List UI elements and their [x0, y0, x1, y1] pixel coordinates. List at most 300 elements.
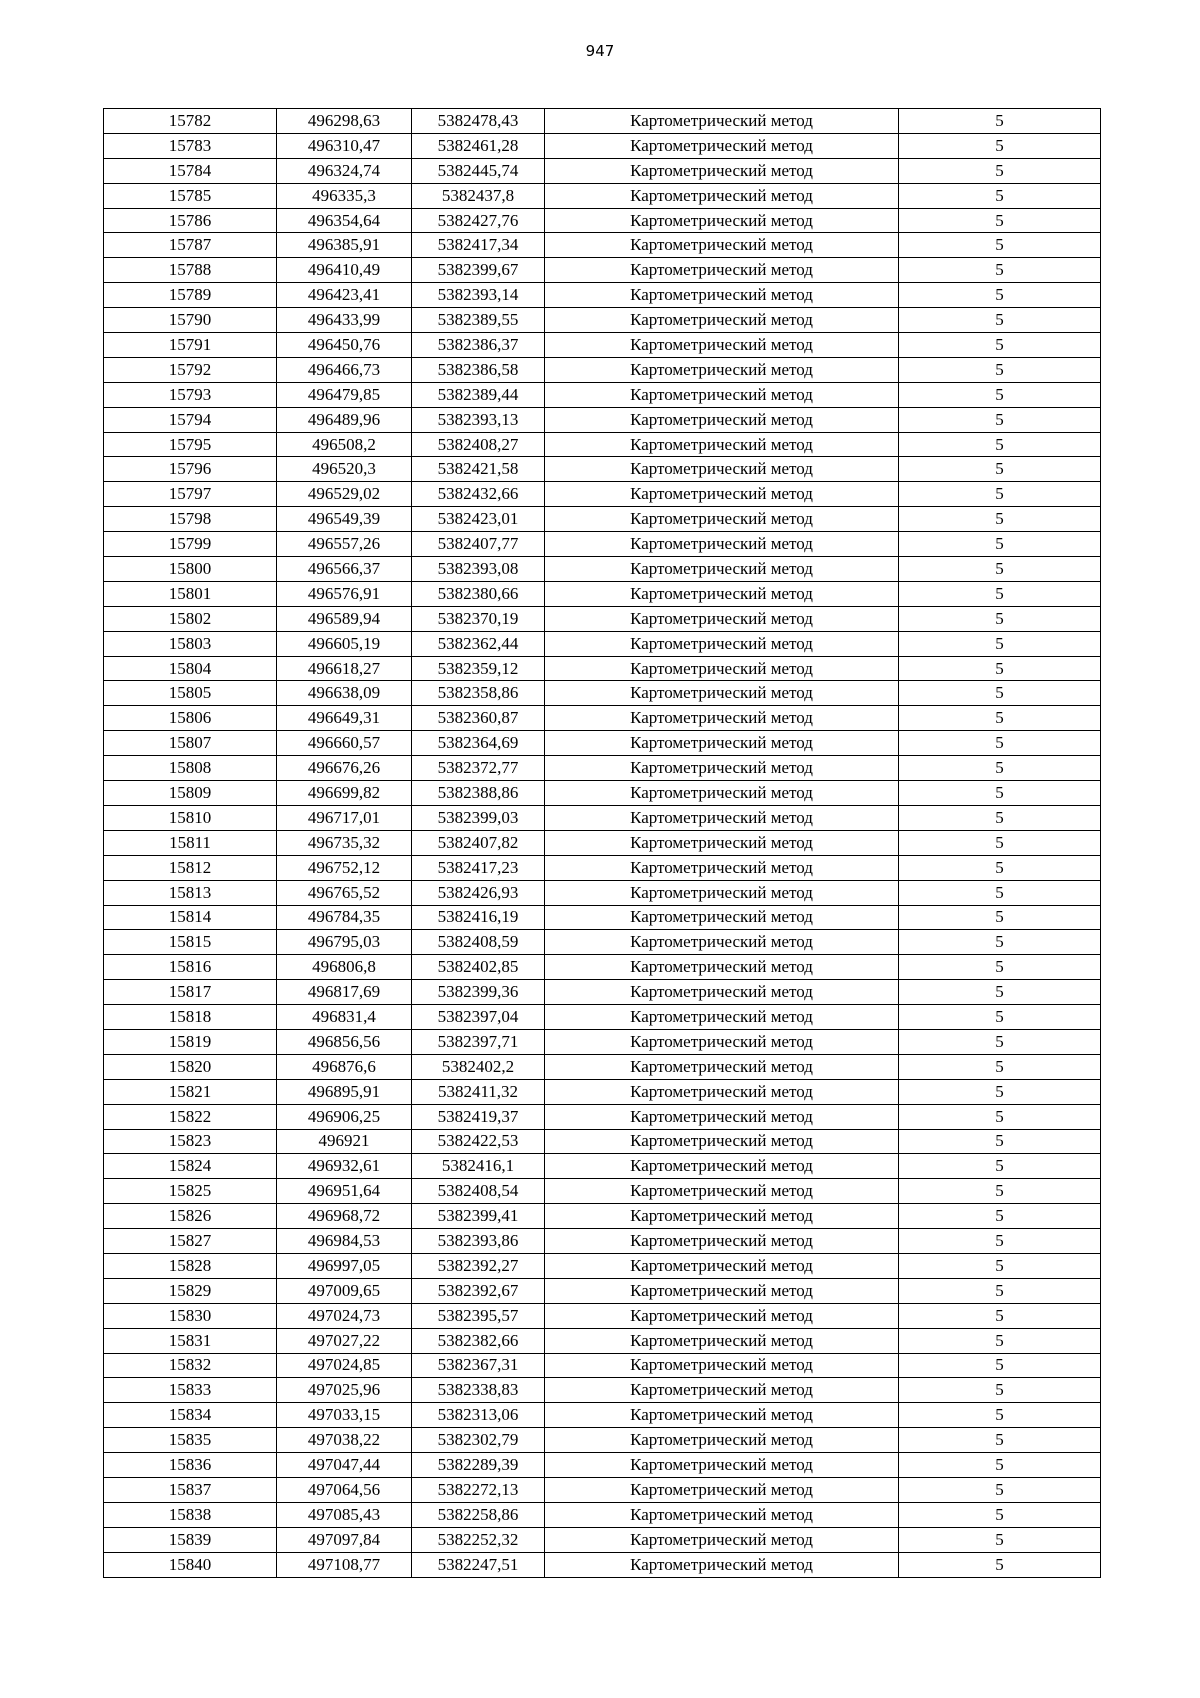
accuracy-cell: 5 [899, 1229, 1101, 1254]
table-row [104, 1129, 1101, 1154]
accuracy-cell: 5 [899, 1054, 1101, 1079]
method-cell: Картометрический метод [545, 1328, 899, 1353]
method-cell: Картометрический метод [545, 1005, 899, 1030]
y-coordinate-cell: 5382380,66 [412, 581, 545, 606]
method-cell: Картометрический метод [545, 656, 899, 681]
y-coordinate-cell: 5382358,86 [412, 681, 545, 706]
point-number-cell: 15791 [104, 333, 277, 358]
y-coordinate-cell: 5382423,01 [412, 507, 545, 532]
accuracy-cell: 5 [899, 482, 1101, 507]
table-row [104, 1428, 1101, 1453]
table-row [104, 1204, 1101, 1229]
point-number-cell: 15786 [104, 208, 277, 233]
method-cell: Картометрический метод [545, 407, 899, 432]
point-number-cell: 15804 [104, 656, 277, 681]
y-coordinate-cell: 5382407,77 [412, 532, 545, 557]
point-number-cell: 15831 [104, 1328, 277, 1353]
method-cell: Картометрический метод [545, 457, 899, 482]
x-coordinate-cell: 496817,69 [277, 980, 412, 1005]
page-number: 947 [585, 42, 615, 60]
point-number-cell: 15834 [104, 1403, 277, 1428]
accuracy-cell: 5 [899, 283, 1101, 308]
point-number-cell: 15826 [104, 1204, 277, 1229]
point-number-cell: 15782 [104, 109, 277, 134]
table-row [104, 1005, 1101, 1030]
table-row [104, 482, 1101, 507]
x-coordinate-cell: 496752,12 [277, 855, 412, 880]
accuracy-cell: 5 [899, 1403, 1101, 1428]
method-cell: Картометрический метод [545, 1278, 899, 1303]
x-coordinate-cell: 497033,15 [277, 1403, 412, 1428]
y-coordinate-cell: 5382416,19 [412, 905, 545, 930]
table-row [104, 258, 1101, 283]
table-row [104, 1029, 1101, 1054]
method-cell: Картометрический метод [545, 557, 899, 582]
accuracy-cell: 5 [899, 109, 1101, 134]
table-row [104, 1229, 1101, 1254]
coordinates-table-body [104, 109, 1101, 1578]
accuracy-cell: 5 [899, 756, 1101, 781]
method-cell: Картометрический метод [545, 1129, 899, 1154]
y-coordinate-cell: 5382388,86 [412, 781, 545, 806]
x-coordinate-cell: 497025,96 [277, 1378, 412, 1403]
table-row [104, 830, 1101, 855]
table-row [104, 1179, 1101, 1204]
point-number-cell: 15813 [104, 880, 277, 905]
table-row [104, 1154, 1101, 1179]
method-cell: Картометрический метод [545, 133, 899, 158]
table-row [104, 1054, 1101, 1079]
x-coordinate-cell: 496921 [277, 1129, 412, 1154]
method-cell: Картометрический метод [545, 432, 899, 457]
table-row [104, 532, 1101, 557]
method-cell: Картометрический метод [545, 731, 899, 756]
point-number-cell: 15811 [104, 830, 277, 855]
accuracy-cell: 5 [899, 1502, 1101, 1527]
method-cell: Картометрический метод [545, 1303, 899, 1328]
point-number-cell: 15835 [104, 1428, 277, 1453]
table-row [104, 855, 1101, 880]
table-row [104, 905, 1101, 930]
method-cell: Картометрический метод [545, 805, 899, 830]
y-coordinate-cell: 5382392,27 [412, 1253, 545, 1278]
accuracy-cell: 5 [899, 432, 1101, 457]
table-row [104, 1278, 1101, 1303]
y-coordinate-cell: 5382338,83 [412, 1378, 545, 1403]
point-number-cell: 15814 [104, 905, 277, 930]
point-number-cell: 15806 [104, 706, 277, 731]
table-row [104, 706, 1101, 731]
x-coordinate-cell: 496324,74 [277, 158, 412, 183]
point-number-cell: 15787 [104, 233, 277, 258]
x-coordinate-cell: 496717,01 [277, 805, 412, 830]
y-coordinate-cell: 5382252,32 [412, 1527, 545, 1552]
accuracy-cell: 5 [899, 183, 1101, 208]
method-cell: Картометрический метод [545, 1453, 899, 1478]
x-coordinate-cell: 497108,77 [277, 1552, 412, 1577]
method-cell: Картометрический метод [545, 382, 899, 407]
method-cell: Картометрический метод [545, 1253, 899, 1278]
method-cell: Картометрический метод [545, 357, 899, 382]
table-row [104, 1552, 1101, 1577]
point-number-cell: 15829 [104, 1278, 277, 1303]
point-number-cell: 15801 [104, 581, 277, 606]
method-cell: Картометрический метод [545, 1502, 899, 1527]
y-coordinate-cell: 5382362,44 [412, 631, 545, 656]
x-coordinate-cell: 496605,19 [277, 631, 412, 656]
x-coordinate-cell: 496951,64 [277, 1179, 412, 1204]
x-coordinate-cell: 496566,37 [277, 557, 412, 582]
y-coordinate-cell: 5382399,67 [412, 258, 545, 283]
point-number-cell: 15822 [104, 1104, 277, 1129]
method-cell: Картометрический метод [545, 830, 899, 855]
point-number-cell: 15788 [104, 258, 277, 283]
table-row [104, 880, 1101, 905]
table-row [104, 283, 1101, 308]
method-cell: Картометрический метод [545, 532, 899, 557]
table-row [104, 308, 1101, 333]
x-coordinate-cell: 496589,94 [277, 606, 412, 631]
point-number-cell: 15800 [104, 557, 277, 582]
table-row [104, 1079, 1101, 1104]
table-row [104, 208, 1101, 233]
table-row [104, 756, 1101, 781]
y-coordinate-cell: 5382419,37 [412, 1104, 545, 1129]
point-number-cell: 15823 [104, 1129, 277, 1154]
table-row [104, 1104, 1101, 1129]
accuracy-cell: 5 [899, 631, 1101, 656]
table-row [104, 980, 1101, 1005]
table-row [104, 407, 1101, 432]
accuracy-cell: 5 [899, 1428, 1101, 1453]
point-number-cell: 15794 [104, 407, 277, 432]
table-row [104, 606, 1101, 631]
method-cell: Картометрический метод [545, 980, 899, 1005]
point-number-cell: 15830 [104, 1303, 277, 1328]
y-coordinate-cell: 5382399,03 [412, 805, 545, 830]
x-coordinate-cell: 496795,03 [277, 930, 412, 955]
accuracy-cell: 5 [899, 357, 1101, 382]
point-number-cell: 15825 [104, 1179, 277, 1204]
method-cell: Картометрический метод [545, 1029, 899, 1054]
method-cell: Картометрический метод [545, 1477, 899, 1502]
x-coordinate-cell: 496433,99 [277, 308, 412, 333]
point-number-cell: 15832 [104, 1353, 277, 1378]
x-coordinate-cell: 496520,3 [277, 457, 412, 482]
accuracy-cell: 5 [899, 1253, 1101, 1278]
x-coordinate-cell: 496906,25 [277, 1104, 412, 1129]
y-coordinate-cell: 5382461,28 [412, 133, 545, 158]
accuracy-cell: 5 [899, 855, 1101, 880]
x-coordinate-cell: 497097,84 [277, 1527, 412, 1552]
table-row [104, 183, 1101, 208]
accuracy-cell: 5 [899, 532, 1101, 557]
accuracy-cell: 5 [899, 1129, 1101, 1154]
accuracy-cell: 5 [899, 830, 1101, 855]
method-cell: Картометрический метод [545, 208, 899, 233]
y-coordinate-cell: 5382421,58 [412, 457, 545, 482]
method-cell: Картометрический метод [545, 482, 899, 507]
point-number-cell: 15783 [104, 133, 277, 158]
method-cell: Картометрический метод [545, 308, 899, 333]
accuracy-cell: 5 [899, 1029, 1101, 1054]
x-coordinate-cell: 496310,47 [277, 133, 412, 158]
table-row [104, 1303, 1101, 1328]
y-coordinate-cell: 5382422,53 [412, 1129, 545, 1154]
method-cell: Картометрический метод [545, 781, 899, 806]
y-coordinate-cell: 5382367,31 [412, 1353, 545, 1378]
table-row [104, 357, 1101, 382]
accuracy-cell: 5 [899, 1453, 1101, 1478]
accuracy-cell: 5 [899, 805, 1101, 830]
x-coordinate-cell: 496876,6 [277, 1054, 412, 1079]
y-coordinate-cell: 5382392,67 [412, 1278, 545, 1303]
point-number-cell: 15833 [104, 1378, 277, 1403]
y-coordinate-cell: 5382399,41 [412, 1204, 545, 1229]
x-coordinate-cell: 497024,73 [277, 1303, 412, 1328]
accuracy-cell: 5 [899, 133, 1101, 158]
y-coordinate-cell: 5382417,34 [412, 233, 545, 258]
accuracy-cell: 5 [899, 258, 1101, 283]
method-cell: Картометрический метод [545, 631, 899, 656]
accuracy-cell: 5 [899, 1552, 1101, 1577]
x-coordinate-cell: 496831,4 [277, 1005, 412, 1030]
y-coordinate-cell: 5382478,43 [412, 109, 545, 134]
method-cell: Картометрический метод [545, 930, 899, 955]
x-coordinate-cell: 497027,22 [277, 1328, 412, 1353]
point-number-cell: 15840 [104, 1552, 277, 1577]
y-coordinate-cell: 5382408,59 [412, 930, 545, 955]
table-row [104, 955, 1101, 980]
x-coordinate-cell: 496735,32 [277, 830, 412, 855]
y-coordinate-cell: 5382397,04 [412, 1005, 545, 1030]
table-row [104, 805, 1101, 830]
y-coordinate-cell: 5382258,86 [412, 1502, 545, 1527]
method-cell: Картометрический метод [545, 283, 899, 308]
point-number-cell: 15799 [104, 532, 277, 557]
x-coordinate-cell: 496676,26 [277, 756, 412, 781]
table-row [104, 507, 1101, 532]
method-cell: Картометрический метод [545, 1204, 899, 1229]
x-coordinate-cell: 496423,41 [277, 283, 412, 308]
y-coordinate-cell: 5382372,77 [412, 756, 545, 781]
y-coordinate-cell: 5382437,8 [412, 183, 545, 208]
accuracy-cell: 5 [899, 880, 1101, 905]
accuracy-cell: 5 [899, 233, 1101, 258]
accuracy-cell: 5 [899, 656, 1101, 681]
accuracy-cell: 5 [899, 731, 1101, 756]
method-cell: Картометрический метод [545, 1179, 899, 1204]
accuracy-cell: 5 [899, 706, 1101, 731]
method-cell: Картометрический метод [545, 756, 899, 781]
y-coordinate-cell: 5382427,76 [412, 208, 545, 233]
table-row [104, 1328, 1101, 1353]
point-number-cell: 15821 [104, 1079, 277, 1104]
table-row [104, 1477, 1101, 1502]
point-number-cell: 15837 [104, 1477, 277, 1502]
point-number-cell: 15817 [104, 980, 277, 1005]
accuracy-cell: 5 [899, 1328, 1101, 1353]
accuracy-cell: 5 [899, 1527, 1101, 1552]
accuracy-cell: 5 [899, 980, 1101, 1005]
x-coordinate-cell: 496450,76 [277, 333, 412, 358]
x-coordinate-cell: 496354,64 [277, 208, 412, 233]
point-number-cell: 15803 [104, 631, 277, 656]
table-row [104, 1378, 1101, 1403]
x-coordinate-cell: 496618,27 [277, 656, 412, 681]
point-number-cell: 15810 [104, 805, 277, 830]
y-coordinate-cell: 5382389,55 [412, 308, 545, 333]
point-number-cell: 15796 [104, 457, 277, 482]
point-number-cell: 15797 [104, 482, 277, 507]
method-cell: Картометрический метод [545, 183, 899, 208]
point-number-cell: 15798 [104, 507, 277, 532]
table-row [104, 930, 1101, 955]
y-coordinate-cell: 5382393,08 [412, 557, 545, 582]
y-coordinate-cell: 5382370,19 [412, 606, 545, 631]
table-row [104, 1527, 1101, 1552]
table-row [104, 581, 1101, 606]
accuracy-cell: 5 [899, 1179, 1101, 1204]
y-coordinate-cell: 5382382,66 [412, 1328, 545, 1353]
y-coordinate-cell: 5382411,32 [412, 1079, 545, 1104]
method-cell: Картометрический метод [545, 855, 899, 880]
y-coordinate-cell: 5382416,1 [412, 1154, 545, 1179]
accuracy-cell: 5 [899, 382, 1101, 407]
y-coordinate-cell: 5382393,13 [412, 407, 545, 432]
x-coordinate-cell: 496932,61 [277, 1154, 412, 1179]
method-cell: Картометрический метод [545, 1229, 899, 1254]
method-cell: Картометрический метод [545, 507, 899, 532]
method-cell: Картометрический метод [545, 1552, 899, 1577]
method-cell: Картометрический метод [545, 1104, 899, 1129]
accuracy-cell: 5 [899, 1104, 1101, 1129]
y-coordinate-cell: 5382393,86 [412, 1229, 545, 1254]
table-row [104, 1353, 1101, 1378]
y-coordinate-cell: 5382289,39 [412, 1453, 545, 1478]
y-coordinate-cell: 5382417,23 [412, 855, 545, 880]
x-coordinate-cell: 496489,96 [277, 407, 412, 432]
y-coordinate-cell: 5382402,85 [412, 955, 545, 980]
accuracy-cell: 5 [899, 1079, 1101, 1104]
accuracy-cell: 5 [899, 1278, 1101, 1303]
accuracy-cell: 5 [899, 781, 1101, 806]
x-coordinate-cell: 496529,02 [277, 482, 412, 507]
point-number-cell: 15807 [104, 731, 277, 756]
x-coordinate-cell: 496508,2 [277, 432, 412, 457]
point-number-cell: 15784 [104, 158, 277, 183]
point-number-cell: 15838 [104, 1502, 277, 1527]
coordinates-table [103, 108, 1101, 1578]
x-coordinate-cell: 496410,49 [277, 258, 412, 283]
y-coordinate-cell: 5382386,37 [412, 333, 545, 358]
method-cell: Картометрический метод [545, 109, 899, 134]
accuracy-cell: 5 [899, 930, 1101, 955]
method-cell: Картометрический метод [545, 581, 899, 606]
method-cell: Картометрический метод [545, 1403, 899, 1428]
method-cell: Картометрический метод [545, 1378, 899, 1403]
table-row [104, 1453, 1101, 1478]
x-coordinate-cell: 496856,56 [277, 1029, 412, 1054]
accuracy-cell: 5 [899, 208, 1101, 233]
method-cell: Картометрический метод [545, 258, 899, 283]
method-cell: Картометрический метод [545, 706, 899, 731]
table-row [104, 1502, 1101, 1527]
point-number-cell: 15802 [104, 606, 277, 631]
point-number-cell: 15812 [104, 855, 277, 880]
point-number-cell: 15815 [104, 930, 277, 955]
point-number-cell: 15819 [104, 1029, 277, 1054]
accuracy-cell: 5 [899, 1353, 1101, 1378]
y-coordinate-cell: 5382247,51 [412, 1552, 545, 1577]
table-row [104, 109, 1101, 134]
x-coordinate-cell: 496549,39 [277, 507, 412, 532]
accuracy-cell: 5 [899, 407, 1101, 432]
y-coordinate-cell: 5382313,06 [412, 1403, 545, 1428]
method-cell: Картометрический метод [545, 1527, 899, 1552]
x-coordinate-cell: 496466,73 [277, 357, 412, 382]
method-cell: Картометрический метод [545, 606, 899, 631]
y-coordinate-cell: 5382364,69 [412, 731, 545, 756]
accuracy-cell: 5 [899, 1204, 1101, 1229]
accuracy-cell: 5 [899, 457, 1101, 482]
accuracy-cell: 5 [899, 1154, 1101, 1179]
method-cell: Картометрический метод [545, 955, 899, 980]
point-number-cell: 15839 [104, 1527, 277, 1552]
x-coordinate-cell: 497038,22 [277, 1428, 412, 1453]
table-row [104, 133, 1101, 158]
method-cell: Картометрический метод [545, 1428, 899, 1453]
table-row [104, 233, 1101, 258]
accuracy-cell: 5 [899, 955, 1101, 980]
table-row [104, 1403, 1101, 1428]
x-coordinate-cell: 497085,43 [277, 1502, 412, 1527]
x-coordinate-cell: 496895,91 [277, 1079, 412, 1104]
x-coordinate-cell: 496699,82 [277, 781, 412, 806]
x-coordinate-cell: 496649,31 [277, 706, 412, 731]
method-cell: Картометрический метод [545, 1079, 899, 1104]
x-coordinate-cell: 496765,52 [277, 880, 412, 905]
x-coordinate-cell: 496576,91 [277, 581, 412, 606]
point-number-cell: 15827 [104, 1229, 277, 1254]
accuracy-cell: 5 [899, 905, 1101, 930]
y-coordinate-cell: 5382386,58 [412, 357, 545, 382]
accuracy-cell: 5 [899, 581, 1101, 606]
table-row [104, 457, 1101, 482]
y-coordinate-cell: 5382359,12 [412, 656, 545, 681]
y-coordinate-cell: 5382432,66 [412, 482, 545, 507]
table-row [104, 158, 1101, 183]
point-number-cell: 15824 [104, 1154, 277, 1179]
point-number-cell: 15795 [104, 432, 277, 457]
table-row [104, 631, 1101, 656]
x-coordinate-cell: 496479,85 [277, 382, 412, 407]
table-row [104, 557, 1101, 582]
table-row [104, 681, 1101, 706]
x-coordinate-cell: 497064,56 [277, 1477, 412, 1502]
y-coordinate-cell: 5382395,57 [412, 1303, 545, 1328]
point-number-cell: 15816 [104, 955, 277, 980]
y-coordinate-cell: 5382302,79 [412, 1428, 545, 1453]
x-coordinate-cell: 496806,8 [277, 955, 412, 980]
x-coordinate-cell: 497024,85 [277, 1353, 412, 1378]
method-cell: Картометрический метод [545, 158, 899, 183]
method-cell: Картометрический метод [545, 1353, 899, 1378]
point-number-cell: 15820 [104, 1054, 277, 1079]
table-row [104, 1253, 1101, 1278]
y-coordinate-cell: 5382402,2 [412, 1054, 545, 1079]
point-number-cell: 15785 [104, 183, 277, 208]
